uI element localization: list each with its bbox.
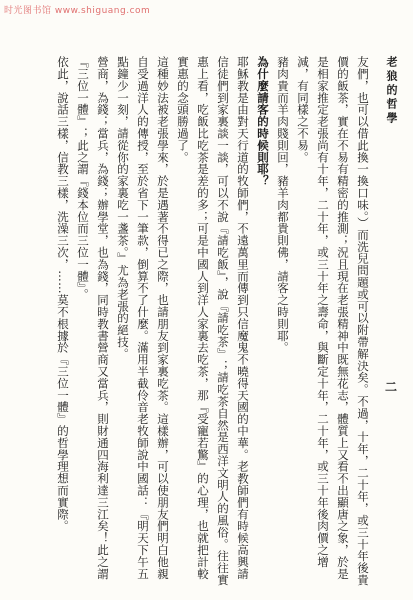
paragraph: 營商，為錢；當兵，為錢；辦學堂，也為錢，同時教書營商又當兵，則財通四海利達三江矣！此之謂『三位一體』；此之謂『錢本位而三位一體』。 (76, 56, 110, 580)
page-number: 二 (384, 380, 397, 394)
running-head: 老狼的哲學 (385, 56, 398, 126)
paragraph: 豬肉貴而羊肉賤則回，豬羊肉都貴則佛，請客之時則耶。 (276, 56, 290, 354)
vertical-text-block (13, 56, 373, 586)
watermark: 时光图书馆 www.shiguang.com (4, 6, 151, 16)
paragraph: 友們，也可以借此換一換口味。）而洗兒問題或可以附帶解決矣。不過，十年，二十年，或三十年後貴價的飯茶，實在不易有精密的推測；況且現在老張精神中既無花志，體質上又看不出顯唐之象，於是是相家推定老張尚有十年，二十年，或三十年之壽命，與斷定十年，二十年，或三十年後肉價之增減，有同樣之不易。 (296, 56, 370, 586)
paragraph: 依此，說話三樣，信教三樣，洗澡三次，……莫不根據於『三位一體』的哲學理想而實際。 (56, 56, 70, 532)
paragraph-question: 為什麼請客的時候則耶？ (256, 56, 270, 187)
paragraph: 這種妙法被老張學來，於是遇著不得已之際，也請朋友到家裏吃茶。這樣辦，可以使朋友們明白他親自受過洋人的傳授，至於省下一筆款，倒算不了什麼。滿用半截伶音老牧師說中國話：『明天下午五點鐘少一刻，請從你的家裏吃一盞茶。』尤為老張的絕技。 (116, 56, 170, 580)
paragraph: 耶穌教是由對天行道的牧師們，不遠萬里而傳到只信魔鬼不曉得天國的中華。老教師們有時候高興請信徒們到家裏談一談，可以不說『請吃飯』，說『請吃茶』；請吃茶自然是西洋文明人的風俗。往往實惠上看，吃飯比吃茶是差的多；可是中國人到洋人家裏去吃茶，那『受寵若驚』的心理，也就把計較實惠的念頭勝過了。 (176, 56, 250, 586)
